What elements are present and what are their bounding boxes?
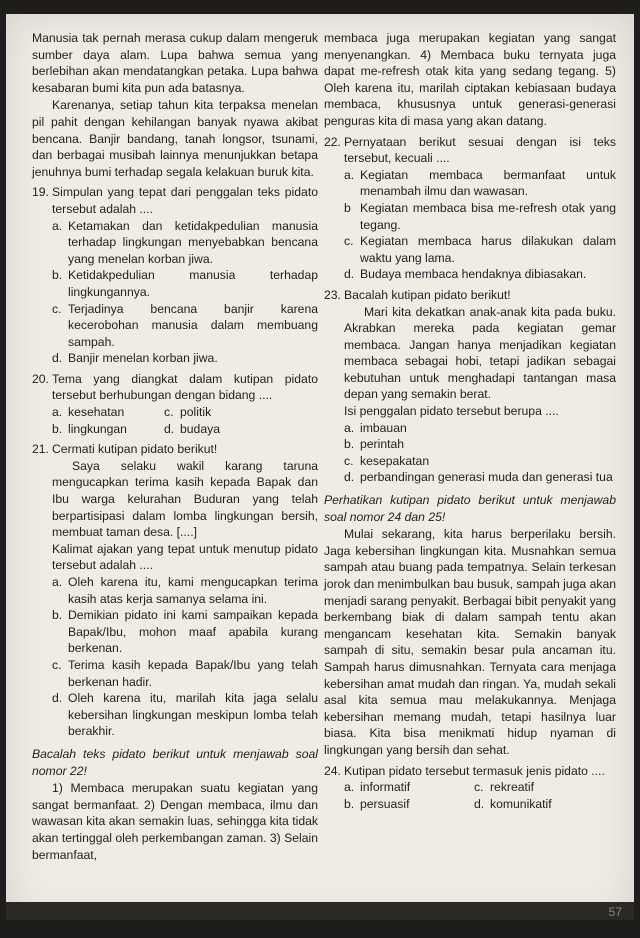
q23-option-b[interactable]: b. perintah <box>344 437 405 452</box>
q22-option-d[interactable]: d. Budaya membaca hendaknya dibiasakan. <box>344 267 587 282</box>
question-24: 24. Kutipan pidato tersebut termasuk jenis pidato .... <box>324 763 605 778</box>
q20-options <box>52 404 318 437</box>
question-21: 21. Cermati kutipan pidato berikut! <box>32 442 218 457</box>
q23-quote: Mari kita dekatkan anak-anak kita pada buku. Akrabkan mereka pada kegiatan gemar membaca. Jangan hanya menjadikan kegiatan membaca sebagai hobi, tetapi jadikan sebagai kebutuhan untuk menghadapi tantangan masa depan yang semakin berat. <box>344 304 616 402</box>
q23-option-c[interactable]: c. kesepakatan <box>344 453 430 468</box>
q21-option-a[interactable]: a. Oleh karena itu, kami mengucapkan terima kasih atas kerja samanya selama ini. <box>52 575 318 606</box>
q20-option-b[interactable]: b. lingkungan <box>52 421 127 436</box>
q21-option-c[interactable]: c. Terima kasih kepada Bapak/Ibu yang telah berkenan hadir. <box>52 657 318 689</box>
instruction-24: Perhatikan kutipan pidato berikut untuk menjawab soal nomor 24 dan 25! <box>324 493 616 524</box>
passage-22-start: 1) Membaca merupakan suatu kegiatan yang sangat bermanfaat. 2) Dengan membaca, ilmu dan wawasan kita akan semakin luas, sehingga kita tidak akan tertinggal oleh perkembangan zaman. 3) Selain bermanfaat, <box>32 781 318 862</box>
question-22: 22. Pernyataan berikut sesuai dengan isi teks tersebut, kecuali .... <box>324 134 616 166</box>
q21-option-d[interactable]: d. Oleh karena itu, marilah kita jaga selalu kebersihan lingkungan meskipun lomba telah berakhir. <box>52 691 318 739</box>
q19-option-d[interactable]: d. Banjir menelan korban jiwa. <box>52 351 218 366</box>
q24-option-d[interactable]: d. komunikatif <box>474 796 552 811</box>
q23-option-a[interactable]: a. imbauan <box>344 420 407 435</box>
q23-option-d[interactable]: d. perbandingan generasi muda dan generasi tua <box>344 470 613 485</box>
q22-option-c[interactable]: c. Kegiatan membaca harus dilakukan dalam waktu yang lama. <box>344 234 616 265</box>
q24-option-a[interactable]: a. informatif <box>344 780 411 795</box>
passage-24: Mulai sekarang, kita harus berperilaku bersih. Jaga kebersihan lingkungan kita. Musnahkan semua sampah atau buang pada tempatnya. Selain terkesan jorok dan menimbulkan bau busuk, sampah juga akan menjadi sarang penyakit. Berbagai bibit penyakit yang berkembang biak di dalam sampah tentu akan mengancam kesehatan kita. Semakin banyak sampah di situ, semakin besar pula ancaman itu. Sampah harus dimusnahkan. Ternyata cara menjaga kebersihan amat mudah dan ringan. Ya, mudah sekali asal kita semua mau melakukannya. Menjaga kebersihan memang mudah, tetapi hasilnya luar biasa. Kita bisa menikmati hidup nyaman di lingkungan yang bersih dan sehat. <box>324 527 617 757</box>
left-column <box>32 30 318 864</box>
page-number: 57 <box>608 905 622 919</box>
question-19: 19. Simpulan yang tepat dari penggalan teks pidato tersebut adalah .... <box>32 185 318 216</box>
q19-option-b[interactable]: b. Ketidakpedulian manusia terhadap lingkungannya. <box>52 268 318 299</box>
q24-option-c[interactable]: c. rekreatif <box>474 780 535 795</box>
question-20: 20. Tema yang diangkat dalam kutipan pidato tersebut berhubungan dengan bidang .... <box>32 371 318 403</box>
q21-quote: Saya selaku wakil karang taruna mengucapkan terima kasih kepada Bapak dan Ibu warga kelurahan Buduran yang telah berpartisipasi dalam lomba lingkungan bersih, membuat taman desa. [....] <box>52 458 318 540</box>
q23-question: Isi penggalan pidato tersebut berupa .... <box>344 404 559 419</box>
q22-option-b[interactable]: b Kegiatan membaca bisa me-refresh otak yang tegang. <box>344 200 616 232</box>
q19-option-c[interactable]: c. Terjadinya bencana banjir karena kecerobohan manusia dalam membuang sampah. <box>52 301 318 349</box>
bottom-binding-edge <box>6 902 634 920</box>
question-23: 23. Bacalah kutipan pidato berikut! <box>324 287 511 302</box>
right-column <box>324 30 616 812</box>
q20-option-c[interactable]: c. politik <box>164 405 212 420</box>
instruction-22: Bacalah teks pidato berikut untuk menjawab soal nomor 22! <box>32 746 318 778</box>
q21-option-b[interactable]: b. Demikian pidato ini kami sampaikan kepada Bapak/Ibu, mohon maaf apabila kurang berkenan. <box>52 608 318 656</box>
intro-paragraph-1: Manusia tak pernah merasa cukup dalam mengeruk sumber daya alam. Lupa bahwa semua yang berlebihan akan mendatangkan petaka. Lupa bahwa kesabaran bumi kita pun ada batasnya. <box>32 31 318 95</box>
q20-option-d[interactable]: d. budaya <box>164 421 220 436</box>
q20-option-a[interactable]: a. kesehatan <box>52 405 125 420</box>
q19-option-a[interactable]: a. Ketamakan dan ketidakpedulian manusia terhadap lingkungan menyebabkan bencana yang menelan korban jiwa. <box>52 218 318 266</box>
passage-22-end: membaca juga merupakan kegiatan yang sangat menyenangkan. 4) Membaca buku ternyata juga dapat me-refresh otak kita yang sedang tegang. 5) Oleh karena itu, marilah ciptakan kebiasaan budaya membaca, khususnya untuk generasi-generasi penguras kita di masa yang akan datang. <box>324 31 616 128</box>
worksheet-page <box>6 14 634 920</box>
q24-options <box>344 779 616 812</box>
q21-question: Kalimat ajakan yang tepat untuk menutup pidato tersebut adalah .... <box>52 541 318 573</box>
intro-paragraph-2: Karenanya, setiap tahun kita terpaksa menelan pil pahit dengan kehilangan banyak nyawa akibat bencana. Banjir bandang, tanah longsor, tsunami, dan berbagai musibah lainnya menunjukkan betapa jenuhnya bumi terhadap segala kelakuan buruk kita. <box>32 98 318 179</box>
q22-option-a[interactable]: a. Kegiatan membaca bermanfaat untuk menambah ilmu dan wawasan. <box>344 167 616 199</box>
q24-option-b[interactable]: b. persuasif <box>344 796 410 811</box>
